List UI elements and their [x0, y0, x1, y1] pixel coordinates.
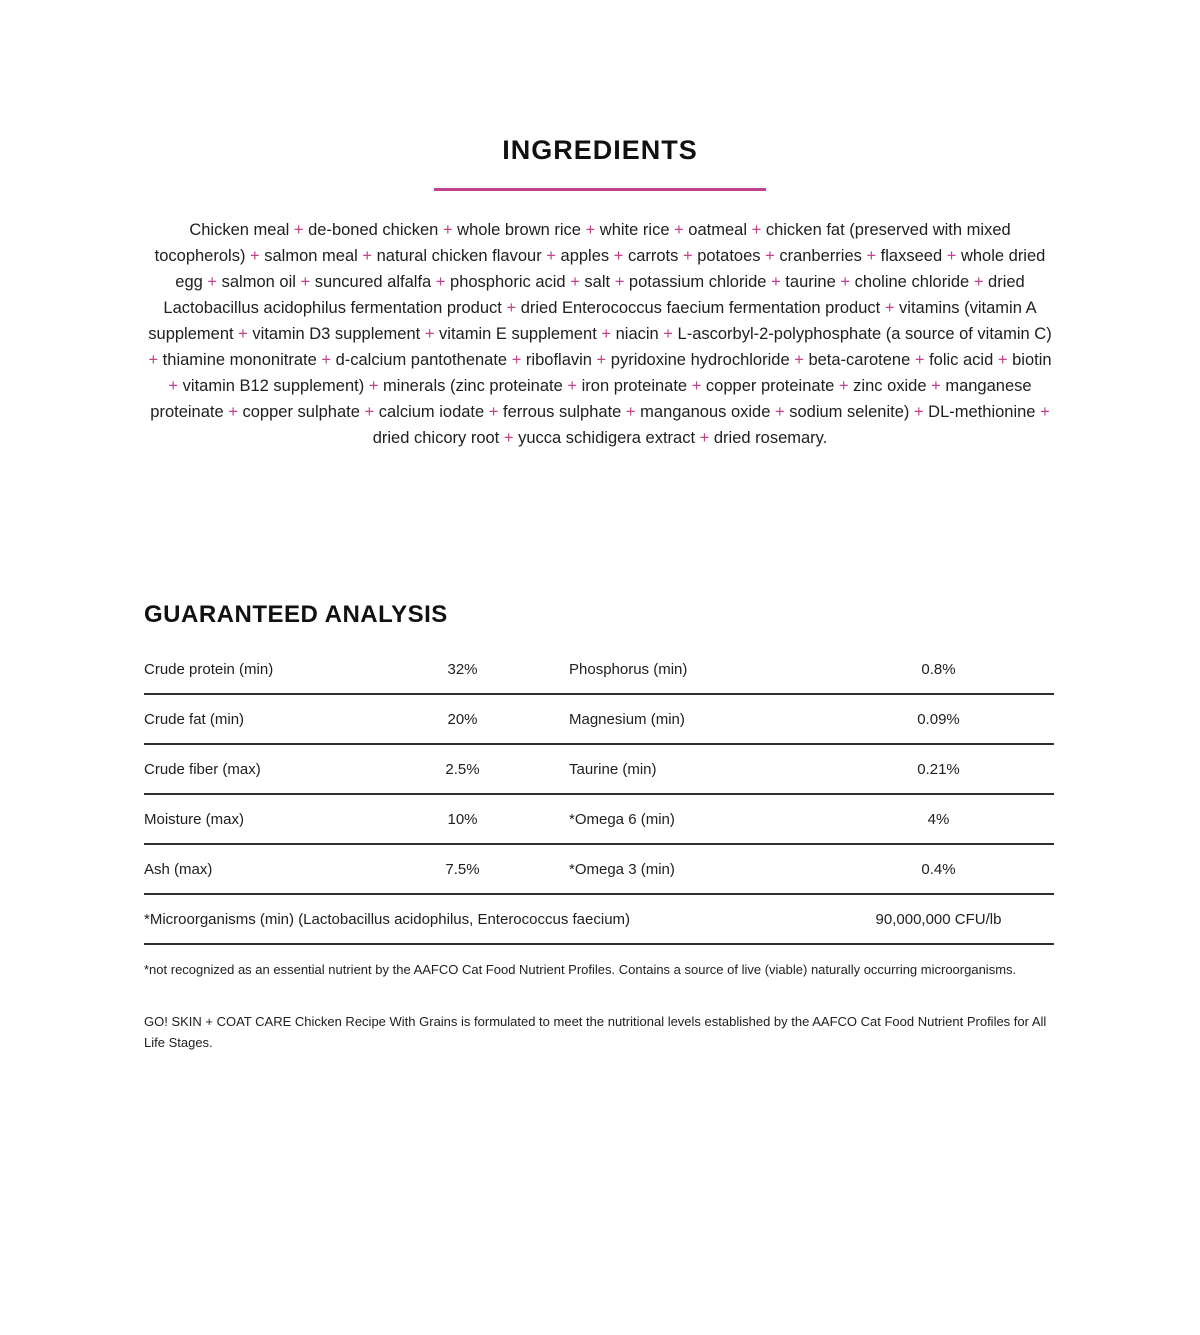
nutrient-value: 20% [447, 710, 478, 728]
plus-separator: + [840, 273, 850, 291]
plus-separator: + [321, 351, 331, 369]
plus-separator: + [300, 273, 311, 291]
plus-separator: + [838, 377, 849, 395]
plus-separator: + [613, 247, 624, 265]
plus-separator: + [503, 429, 514, 447]
nutrient-value: 32% [447, 660, 478, 678]
plus-separator: + [699, 429, 710, 447]
analysis-table [144, 645, 1054, 945]
nutrient-value: 2.5% [445, 760, 480, 778]
plus-separator: + [913, 403, 924, 421]
plus-separator: + [997, 351, 1008, 369]
plus-separator: + [674, 221, 684, 239]
plus-separator: + [914, 351, 925, 369]
table-row-microorganisms [144, 895, 1054, 945]
nutrient-value: 0.4% [921, 860, 956, 878]
aafco-footnote: *not recognized as an essential nutrient by the AAFCO Cat Food Nutrient Profiles. Contains a source of live (viable) naturally occurring microorganisms. [144, 962, 1017, 977]
plus-separator: + [362, 247, 373, 265]
nutrient-label: Ash (max) [144, 860, 213, 878]
nutrient-value: 4% [927, 810, 950, 828]
plus-separator: + [771, 273, 781, 291]
product-info-panel [144, 135, 1056, 1053]
nutrient-value: 90,000,000 CFU/lb [875, 910, 1002, 928]
plus-separator: + [601, 325, 612, 343]
plus-separator: + [567, 377, 578, 395]
plus-separator: + [570, 273, 580, 291]
plus-separator: + [884, 299, 895, 317]
plus-separator: + [585, 221, 596, 239]
plus-separator: + [794, 351, 804, 369]
plus-separator: + [765, 247, 775, 265]
nutrient-label: *Omega 6 (min) [569, 810, 675, 828]
nutrient-label: Phosphorus (min) [569, 660, 688, 678]
nutrient-label: Taurine (min) [569, 760, 657, 778]
ingredients-title: INGREDIENTS [502, 135, 698, 165]
table-row [144, 845, 1054, 895]
plus-separator: + [148, 351, 159, 369]
plus-separator: + [488, 403, 499, 421]
nutrient-label: Crude fat (min) [144, 710, 245, 728]
table-row [144, 745, 1054, 795]
table-row [144, 795, 1054, 845]
nutrient-label: *Microorganisms (min) (Lactobacillus acidophilus, Enterococcus faecium) [144, 910, 631, 928]
plus-separator: + [946, 247, 957, 265]
plus-separator: + [228, 403, 238, 421]
nutrient-label: *Omega 3 (min) [569, 860, 675, 878]
nutrient-value: 10% [447, 810, 478, 828]
nutrient-label: Crude fiber (max) [144, 760, 261, 778]
plus-separator: + [751, 221, 762, 239]
plus-separator: + [1040, 403, 1050, 421]
plus-separator: + [207, 273, 218, 291]
plus-separator: + [663, 325, 673, 343]
nutrient-value: 7.5% [445, 860, 480, 878]
plus-separator: + [168, 377, 179, 395]
ingredients-text: Chicken meal + de-boned chicken + whole brown rice + white rice + oatmeal + chicken fat (preserved with mixed tocopherols) + salmon meal + natural chicken flavour + apples + carrots + potatoes + cranberries + flaxseed + whole dried egg + salmon oil + suncured alfalfa + phosphoric acid + salt + potassium chloride + taurine + choline chloride + dried Lactobacillus acidophilus fermentation product + dried Enterococcus faecium fermentation product + vitamins (vitamin A supplement + vitamin D3 supplement + vitamin E supplement + niacin + L-ascorbyl-2-polyphosphate (a source of vitamin C) + thiamine mononitrate + d-calcium pantothenate + riboflavin + pyridoxine hydrochloride + beta-carotene + folic acid + biotin + vitamin B12 supplement) + minerals (zinc proteinate + iron proteinate + copper proteinate + zinc oxide + manganese proteinate + copper sulphate + calcium iodate + ferrous sulphate + manganous oxide + sodium selenite) + DL-methionine + dried chicory root + yucca schidigera extract + dried rosemary. [148, 221, 1052, 447]
table-row [144, 645, 1054, 695]
plus-separator: + [435, 273, 446, 291]
nutrient-label: Magnesium (min) [569, 710, 685, 728]
plus-separator: + [424, 325, 435, 343]
nutrient-value: 0.21% [917, 760, 960, 778]
plus-separator: + [238, 325, 248, 343]
plus-separator: + [682, 247, 693, 265]
nutrient-value: 0.09% [917, 710, 960, 728]
plus-separator: + [866, 247, 877, 265]
plus-separator: + [691, 377, 702, 395]
plus-separator: + [364, 403, 375, 421]
plus-separator: + [368, 377, 379, 395]
accent-rule [434, 188, 766, 191]
formulation-statement: GO! SKIN + COAT CARE Chicken Recipe With Grains is formulated to meet the nutritional levels established by the AAFCO Cat Food Nutrient Profiles for All Life Stages. [144, 1014, 1047, 1050]
nutrient-value: 0.8% [921, 660, 956, 678]
table-row [144, 695, 1054, 745]
plus-separator: + [931, 377, 941, 395]
nutrient-label: Moisture (max) [144, 810, 245, 828]
plus-separator: + [511, 351, 522, 369]
plus-separator: + [775, 403, 785, 421]
nutrient-label: Crude protein (min) [144, 660, 274, 678]
plus-separator: + [973, 273, 984, 291]
plus-separator: + [293, 221, 304, 239]
plus-separator: + [625, 403, 636, 421]
plus-separator: + [506, 299, 517, 317]
plus-separator: + [442, 221, 453, 239]
plus-separator: + [546, 247, 556, 265]
plus-separator: + [596, 351, 607, 369]
plus-separator: + [250, 247, 260, 265]
plus-separator: + [614, 273, 625, 291]
guaranteed-analysis-title: GUARANTEED ANALYSIS [144, 601, 448, 628]
